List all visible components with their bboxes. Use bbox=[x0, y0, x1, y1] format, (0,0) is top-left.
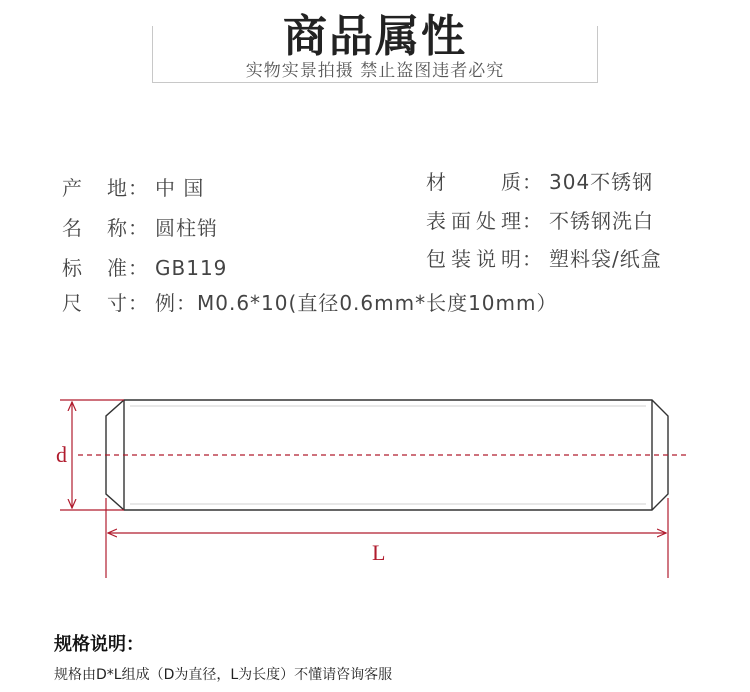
property-material-label: 材 质 bbox=[426, 170, 522, 194]
spec-title: 规格说明： bbox=[54, 634, 144, 655]
property-material-value: 304不锈钢 bbox=[549, 170, 654, 194]
property-surface-value: 不锈钢洗白 bbox=[549, 209, 654, 233]
property-name-label: 名 称 bbox=[62, 216, 128, 240]
property-surface-sep: ： bbox=[522, 209, 543, 233]
property-name bbox=[62, 212, 218, 241]
pin-diagram bbox=[0, 380, 750, 600]
property-name-value: 圆柱销 bbox=[155, 216, 218, 240]
diameter-label: d bbox=[56, 442, 67, 467]
property-size-sep: ： bbox=[128, 291, 149, 315]
property-standard-label: 标 准 bbox=[62, 256, 128, 280]
property-packaging-value: 塑料袋/纸盒 bbox=[549, 247, 662, 271]
property-standard-value: GB119 bbox=[155, 256, 228, 280]
property-packaging bbox=[426, 243, 662, 272]
property-origin-label: 产 地 bbox=[62, 176, 128, 200]
property-origin-sep: ： bbox=[128, 176, 149, 200]
property-standard-sep: ： bbox=[128, 256, 149, 280]
page-subtitle: 实物实景拍摄 禁止盗图违者必究 bbox=[245, 61, 505, 81]
property-packaging-sep: ： bbox=[522, 247, 543, 271]
property-material bbox=[426, 166, 653, 195]
property-name-sep: ： bbox=[128, 216, 149, 240]
property-packaging-label: 包装说明 bbox=[426, 247, 522, 271]
page-title bbox=[0, 0, 750, 64]
length-label: L bbox=[372, 540, 386, 565]
property-surface bbox=[426, 205, 654, 234]
property-size bbox=[62, 287, 558, 316]
page-title-text: 商品属性 bbox=[269, 11, 481, 62]
property-size-label: 尺 寸 bbox=[62, 291, 128, 315]
property-surface-label: 表面处理 bbox=[426, 209, 522, 233]
property-material-sep: ： bbox=[522, 170, 543, 194]
spec-description: 规格由D*L组成（D为直径，L为长度）不懂请咨询客服 bbox=[54, 667, 393, 683]
property-origin-value: 中 国 bbox=[155, 176, 205, 200]
property-standard bbox=[62, 252, 227, 281]
property-size-value: 例：M0.6*10(直径0.6mm*长度10mm） bbox=[155, 291, 558, 315]
property-origin bbox=[62, 172, 204, 201]
